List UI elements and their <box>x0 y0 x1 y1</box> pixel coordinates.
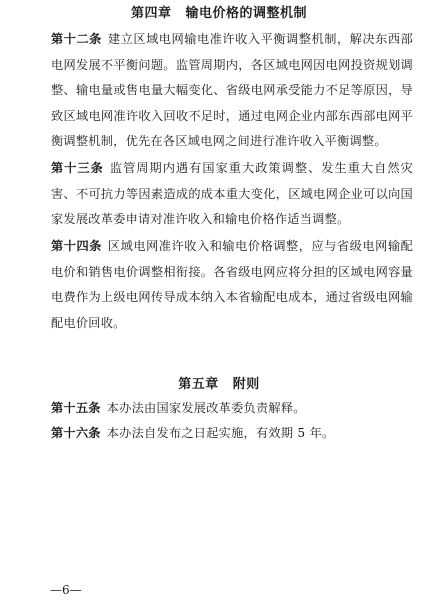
article-15-label: 第十五条 <box>51 401 101 415</box>
article-13 <box>51 156 413 233</box>
article-14-label: 第十四条 <box>51 239 102 253</box>
article-15 <box>51 396 413 422</box>
article-16-text: 本办法自发布之日起实施，有效期 5 年。 <box>106 426 335 440</box>
article-16-label: 第十六条 <box>51 426 101 440</box>
chapter-4-heading <box>0 2 438 21</box>
chapter-4-title: 输电价格的调整机制 <box>185 6 308 21</box>
article-14-text: 区域电网准许收入和输电价格调整，应与省级电网输配电价和销售电价调整相衔接。各省级电网应将分担的区域电网容量电费作为上级电网传导成本纳入本省输配电成本，通过省级电网输配电价回收。 <box>51 239 414 330</box>
article-14 <box>51 234 413 336</box>
article-12-text: 建立区域电网输电准许收入平衡调整机制，解决东西部电网发展不平衡问题。监管周期内，各区域电网因电网投资规划调整、输电量或售电量大幅变化、省级电网承受能力不足等原因，导致区域电网准许收入回收不足时，通过电网企业内部东西部电网平衡调整机制，优先在各区域电网之间进行准许收入平衡调整。 <box>51 32 414 148</box>
article-13-label: 第十三条 <box>51 161 104 175</box>
article-16 <box>51 421 413 447</box>
article-13-text: 监管周期内遇有国家重大政策调整、发生重大自然灾害、不可抗力等因素造成的成本重大变化，区域电网企业可以向国家发展改革委申请对准许收入和输电价格作适当调整。 <box>51 161 414 226</box>
page-number: —6— <box>50 583 82 597</box>
article-12-label: 第十二条 <box>51 32 102 46</box>
chapter-5-number: 第五章 <box>178 377 219 392</box>
chapter-5-title: 附则 <box>232 377 260 392</box>
article-15-text: 本办法由国家发展改革委负责解释。 <box>106 401 306 415</box>
chapter-4-number: 第四章 <box>130 6 172 21</box>
article-12 <box>51 27 413 155</box>
chapter-5-heading <box>0 373 438 392</box>
